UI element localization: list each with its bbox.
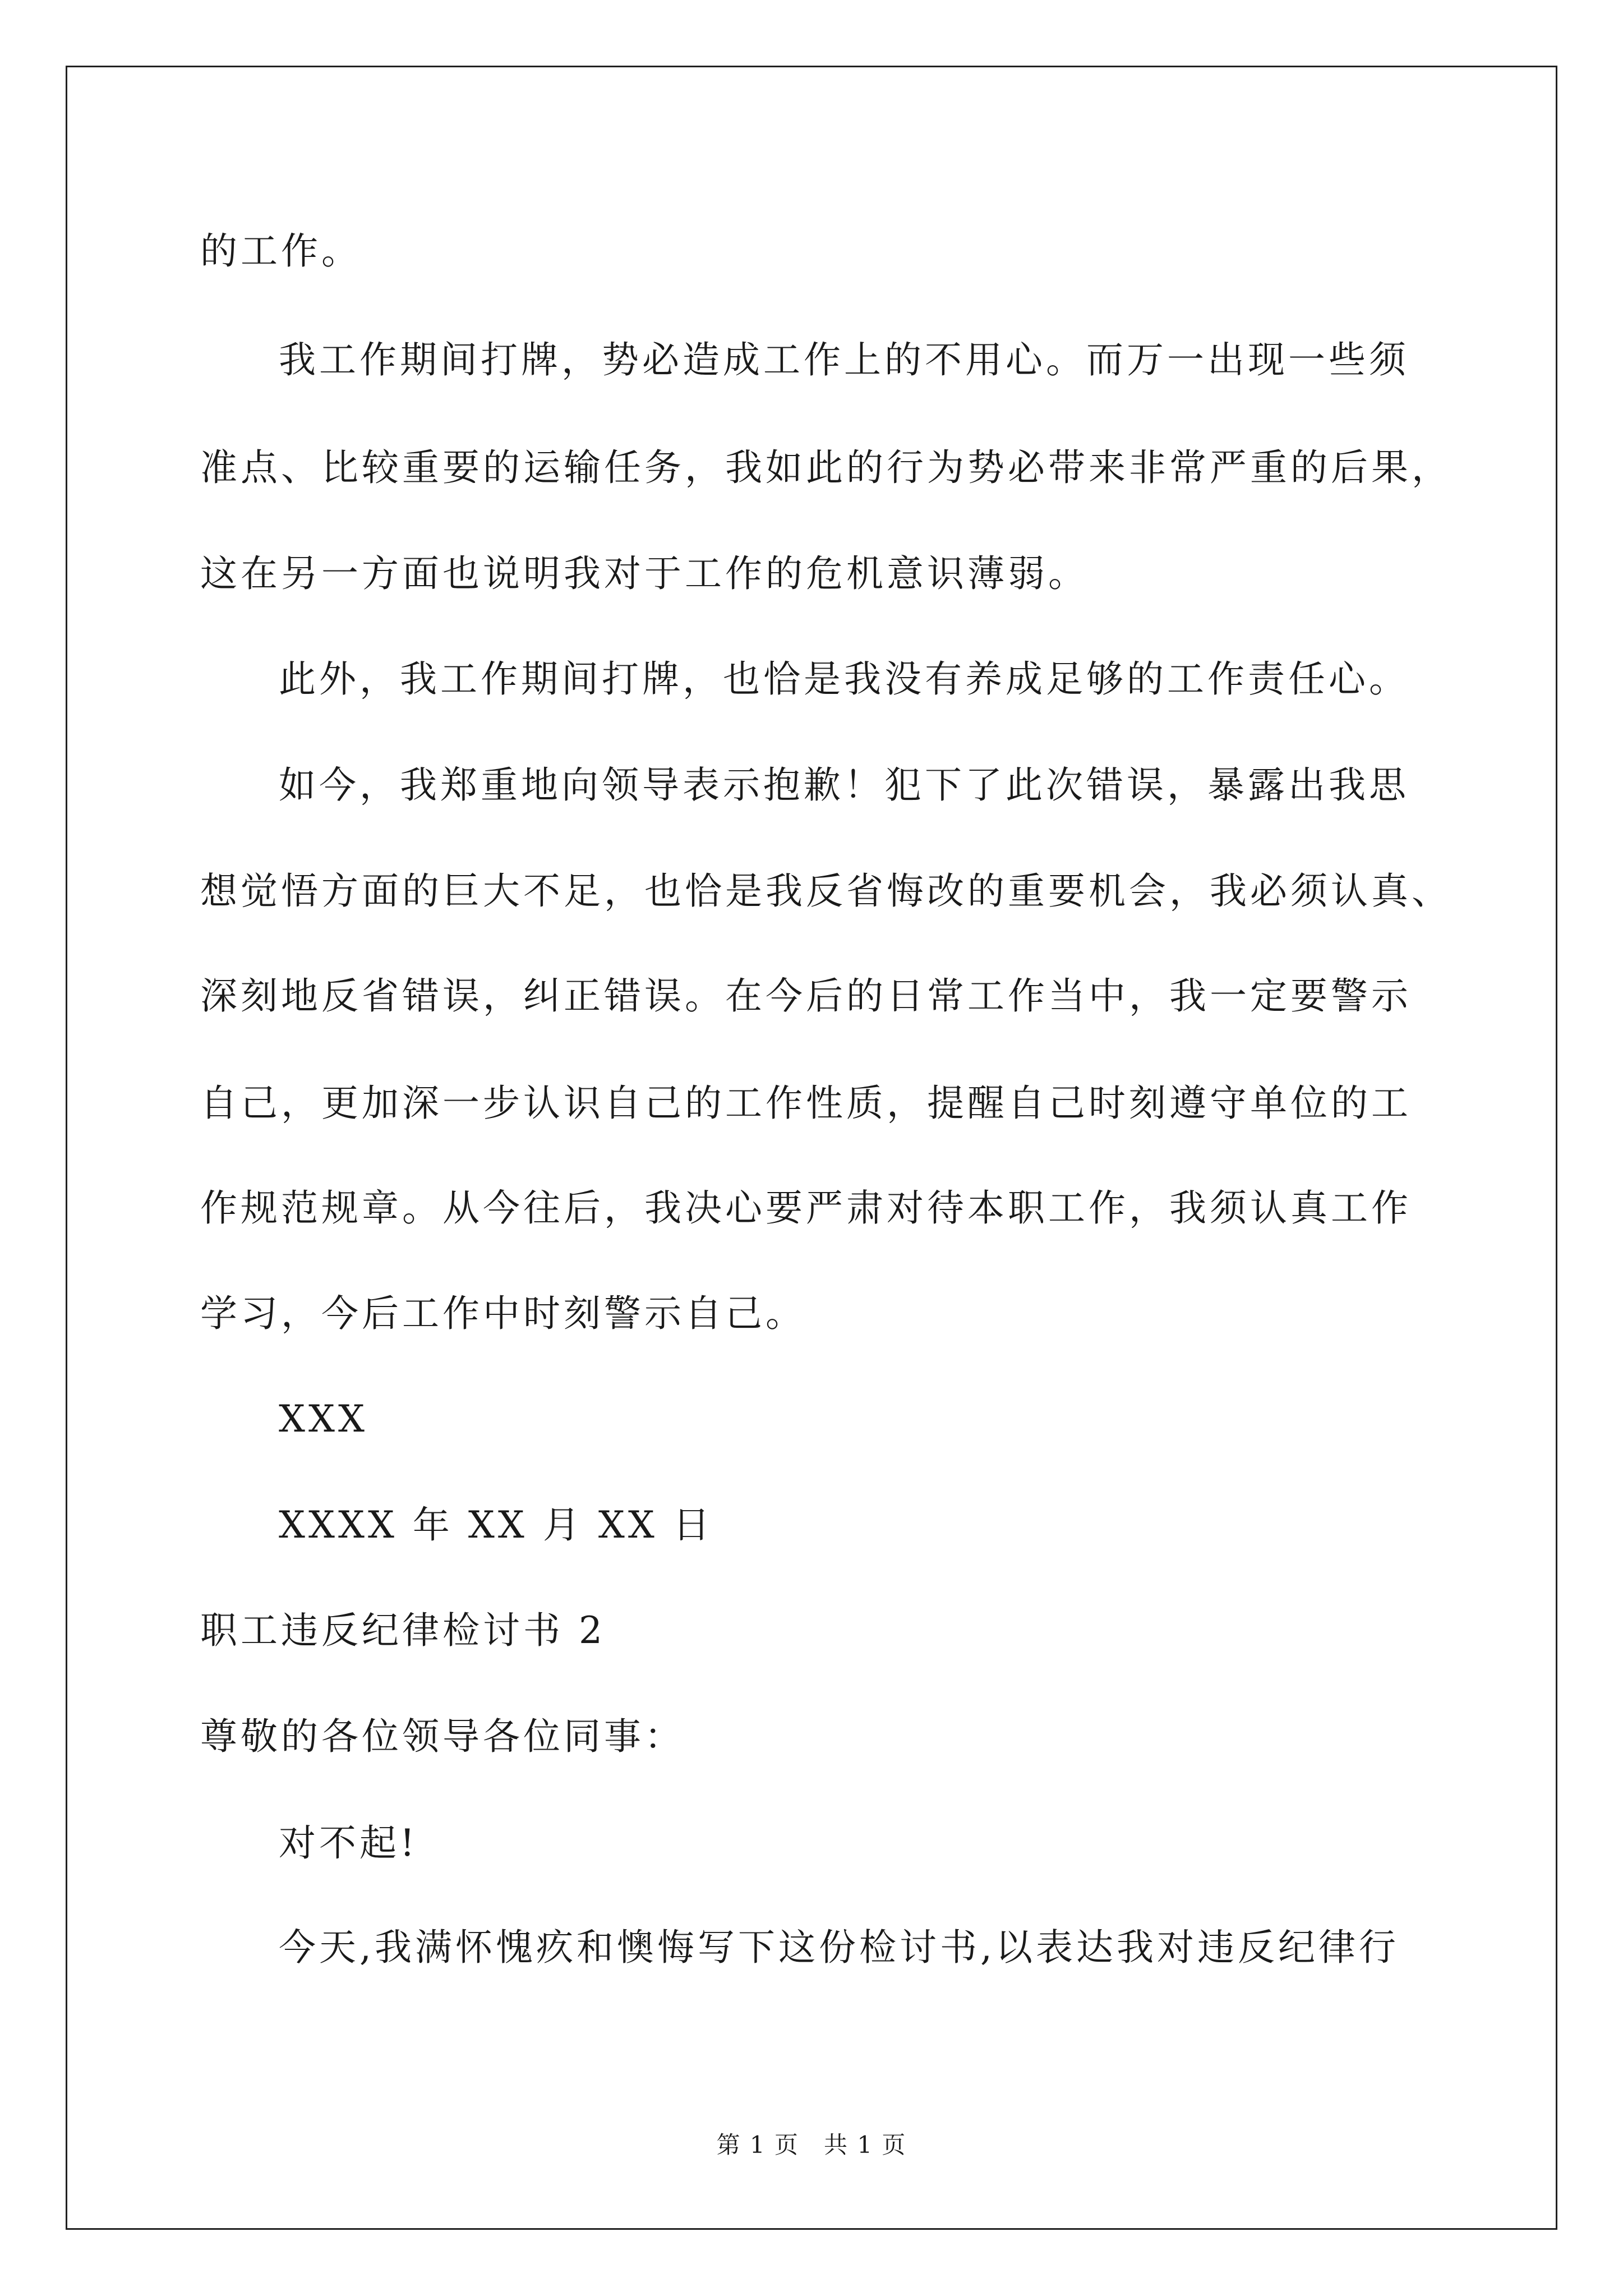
body-line: 学习，今后工作中时刻警示自己。 xyxy=(200,1292,806,1335)
page-footer xyxy=(0,2131,1623,2159)
page-total: 共 1 页 xyxy=(824,2131,907,2159)
body-line: 作规范规章。从今往后，我决心要严肃对待本职工作，我须认真工作 xyxy=(200,1186,1412,1230)
page-number: 第 1 页 xyxy=(716,2131,799,2159)
salutation: 尊敬的各位领导各位同事： xyxy=(200,1715,685,1758)
body-line: 的工作。 xyxy=(200,229,362,273)
signature-name: XXX xyxy=(279,1397,368,1441)
body-line: 对不起! xyxy=(279,1821,418,1865)
section-title: 职工违反纪律检讨书 2 xyxy=(200,1609,606,1652)
page-border xyxy=(66,66,1557,2230)
body-line: 准点、比较重要的运输任务，我如此的行为势必带来非常严重的后果， xyxy=(200,446,1452,489)
body-line: 今天,我满怀愧疚和懊悔写下这份检讨书,以表达我对违反纪律行 xyxy=(279,1926,1399,1969)
signature-date: XXXX 年 XX 月 XX 日 xyxy=(279,1503,713,1547)
body-line: 此外，我工作期间打牌，也恰是我没有养成足够的工作责任心。 xyxy=(279,657,1409,701)
body-line: 如今，我郑重地向领导表示抱歉！犯下了此次错误，暴露出我思 xyxy=(279,763,1409,807)
body-line: 深刻地反省错误，纠正错误。在今后的日常工作当中，我一定要警示 xyxy=(200,974,1412,1018)
body-line: 我工作期间打牌，势必造成工作上的不用心。而万一出现一些须 xyxy=(279,338,1409,381)
body-line: 这在另一方面也说明我对于工作的危机意识薄弱。 xyxy=(200,552,1089,595)
body-line: 自己，更加深一步认识自己的工作性质，提醒自己时刻遵守单位的工 xyxy=(200,1082,1412,1125)
body-line: 想觉悟方面的巨大不足，也恰是我反省悔改的重要机会，我必须认真、 xyxy=(200,869,1452,913)
